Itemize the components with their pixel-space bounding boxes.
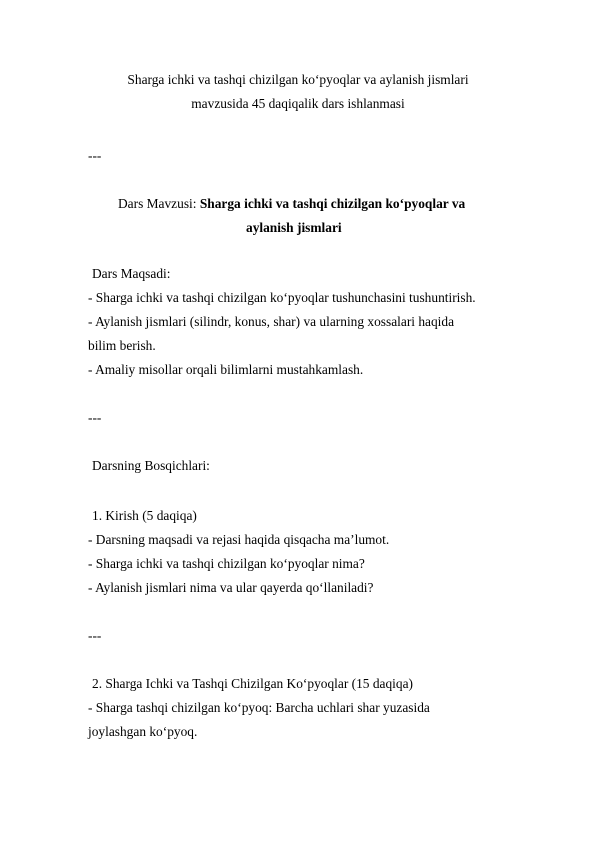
goal-item: - Amaliy misollar orqali bilimlarni mustahkamlash. (88, 362, 364, 377)
separator: --- (88, 628, 102, 643)
stage2-item: - Sharga tashqi chizilgan ko‘pyoq: Barcha uchlari shar yuzasida (88, 700, 430, 715)
stages-heading: Darsning Bosqichlari: (92, 458, 210, 473)
goals-heading: Dars Maqsadi: (92, 266, 171, 281)
goal-item: bilim berish. (88, 338, 156, 353)
stage1-item: - Aylanish jismlari nima va ular qayerda qo‘llaniladi? (88, 580, 374, 595)
topic-title-continued: aylanish jismlari (246, 220, 342, 235)
separator: --- (88, 148, 102, 163)
topic-label: Dars Mavzusi: (118, 196, 200, 211)
goal-item: - Sharga ichki va tashqi chizilgan ko‘pyoqlar tushunchasini tushuntirish. (88, 290, 476, 305)
goal-item: - Aylanish jismlari (silindr, konus, shar) va ularning xossalari haqida (88, 314, 455, 329)
stage2-item: joylashgan ko‘pyoq. (88, 724, 198, 739)
topic-line-1 (118, 196, 465, 212)
stage1-item: - Sharga ichki va tashqi chizilgan ko‘pyoqlar nima? (88, 556, 365, 571)
title-line-1: Sharga ichki va tashqi chizilgan ko‘pyoqlar va aylanish jismlari (127, 72, 469, 87)
separator: --- (88, 410, 102, 425)
stage1-heading: 1. Kirish (5 daqiqa) (92, 508, 197, 523)
topic-line-2 (246, 220, 342, 236)
title-line-2: mavzusida 45 daqiqalik dars ishlanmasi (191, 96, 405, 111)
stage2-heading: 2. Sharga Ichki va Tashqi Chizilgan Ko‘pyoqlar (15 daqiqa) (92, 676, 413, 691)
topic-title: Sharga ichki va tashqi chizilgan ko‘pyoqlar va (199, 196, 466, 211)
stage1-item: - Darsning maqsadi va rejasi haqida qisqacha ma’lumot. (88, 532, 390, 547)
